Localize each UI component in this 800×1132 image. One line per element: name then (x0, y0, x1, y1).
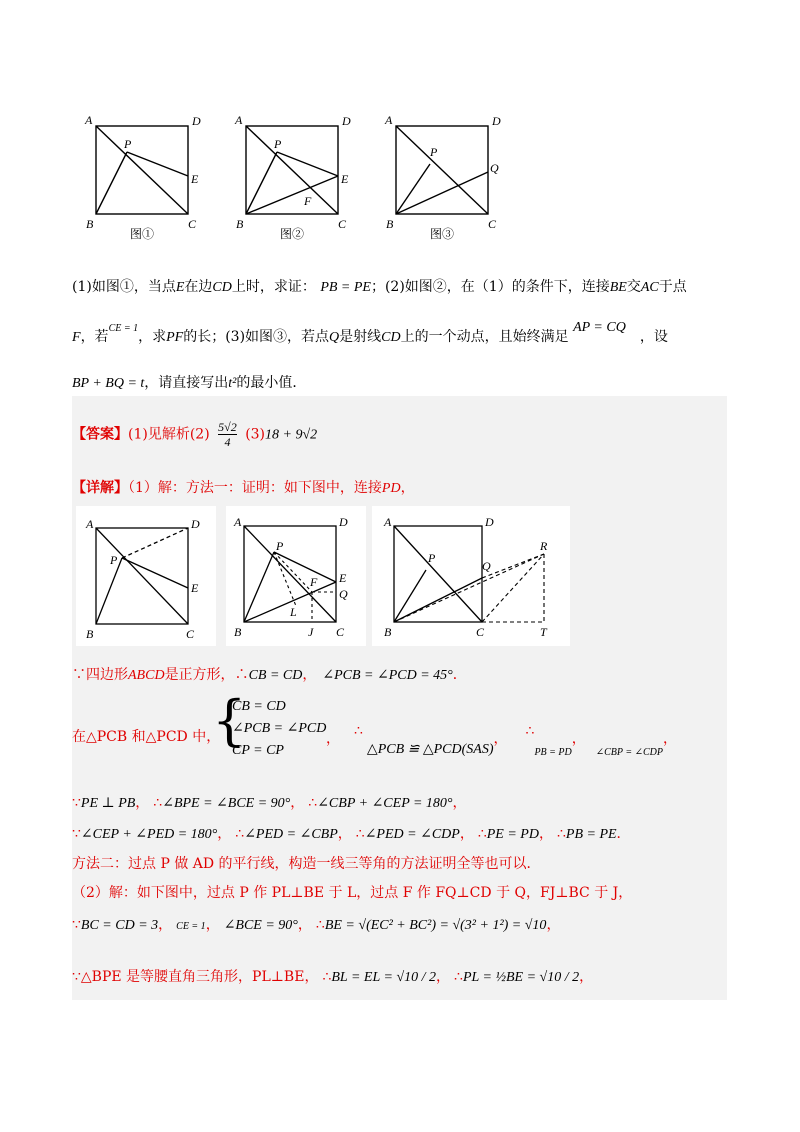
detail-step-1: ∵四边形ABCD是正方形，∴CB = CD， ∠PCB = ∠PCD = 45°． (72, 667, 467, 683)
svg-text:C: C (336, 625, 345, 639)
svg-text:A: A (385, 113, 393, 127)
svg-text:E: E (339, 571, 347, 585)
svg-text:J: J (308, 625, 314, 639)
detail-intro: 【详解】（1）解：方法一：证明：如下图中，连接PD， (72, 480, 415, 496)
detail-step-2-lead: 在△PCB 和△PCD 中， (72, 729, 221, 745)
svg-text:D: D (485, 515, 494, 529)
svg-text:A: A (234, 515, 242, 529)
svg-text:D: D (339, 515, 348, 529)
svg-text:Q: Q (482, 559, 491, 573)
fig3-caption: 图③ (430, 227, 455, 240)
solution-figure-3 (372, 506, 570, 646)
answer-line: 【答案】(1)见解析(2) $\frac{5√2}{4}$ (3)18 + 9√2 (72, 420, 318, 449)
svg-text:F: F (310, 575, 318, 589)
svg-text:C: C (476, 625, 485, 639)
svg-text:B: B (384, 625, 392, 639)
svg-text:B: B (234, 625, 242, 639)
svg-text:E: E (341, 172, 349, 186)
svg-text:B: B (86, 217, 94, 231)
svg-text:P: P (430, 145, 438, 159)
problem-line-3: BP + BQ = t，请直接写出t²的最小值． (72, 375, 307, 391)
svg-text:Q: Q (339, 587, 348, 601)
svg-text:P: P (274, 137, 282, 151)
svg-text:A: A (86, 517, 94, 531)
svg-text:T: T (540, 625, 547, 639)
detail-step-3: ∵PE ⊥ PB， ∴∠BPE = ∠BCE = 90°， ∴∠CBP + ∠CEP = 180°， (72, 795, 467, 811)
fig2-caption: 图② (280, 227, 305, 240)
problem-line-2: F，若$^{CE = 1}$，求PF的长；(3)如图③，若点Q是射线CD上的一个动点，且始终满足 AP = CQ，设 (72, 320, 668, 345)
svg-text:C: C (188, 217, 197, 231)
fig1-caption: 图① (130, 227, 155, 240)
svg-text:Q: Q (490, 161, 499, 175)
solution-figure-2 (226, 506, 366, 646)
svg-text:L: L (290, 605, 297, 619)
problem-line-1: (1)如图①，当点E在边CD上时，求证： PB = PE；(2)如图②，在（1）的条件下，连接BE交AC于点 (72, 279, 687, 295)
detail-part-2-intro: （2）解：如下图中，过点 P 作 PL⊥BE 于 L，过点 F 作 FQ⊥CD 于 Q，FJ⊥BC 于 J， (72, 885, 633, 901)
svg-text:P: P (124, 137, 132, 151)
svg-text:A: A (384, 515, 392, 529)
svg-text:P: P (428, 551, 436, 565)
svg-text:A: A (85, 113, 93, 127)
svg-text:F: F (304, 194, 312, 208)
svg-text:B: B (386, 217, 394, 231)
solution-figure-1 (76, 506, 216, 646)
svg-text:D: D (191, 517, 200, 531)
detail-step-2-tail: ， ∴△PCB ≌ △PCD(SAS)， $\therefore_{PB = PD}$，$_{\angle CBP = \angle CDP}$， (326, 723, 677, 758)
svg-text:E: E (191, 172, 199, 186)
svg-text:C: C (338, 217, 347, 231)
svg-text:A: A (235, 113, 243, 127)
detail-step-7: ∵BC = CD = 3， CE = 1， ∠BCE = 90°， ∴BE = √(EC² + BC²) = √(3² + 1²) = √10， (72, 917, 561, 933)
svg-text:C: C (186, 627, 195, 641)
figure-3 (382, 112, 512, 240)
system-brace: { (212, 689, 247, 752)
svg-text:P: P (276, 539, 284, 553)
figure-2 (232, 112, 362, 240)
svg-text:B: B (236, 217, 244, 231)
detail-method-2: 方法二：过点 P 做 AD 的平行线，构造一线三等角的方法证明全等也可以． (72, 856, 541, 872)
svg-text:R: R (540, 539, 548, 553)
system-equations: CB = CD ∠PCB = ∠PCD CP = CP (232, 699, 327, 758)
svg-text:C: C (488, 217, 497, 231)
detail-step-8: ∵△BPE 是等腰直角三角形，PL⊥BE， ∴BL = EL = √10 / 2， ∴PL = ½BE = √10 / 2， (72, 969, 594, 985)
detail-step-4: ∵∠CEP + ∠PED = 180°， ∴∠PED = ∠CBP， ∴∠PED = ∠CDP， ∴PE = PD， ∴PB = PE． (72, 826, 631, 842)
svg-text:B: B (86, 627, 94, 641)
svg-text:D: D (192, 114, 201, 128)
figure-1 (82, 112, 212, 240)
svg-text:P: P (110, 553, 118, 567)
svg-text:D: D (492, 114, 501, 128)
svg-text:E: E (191, 581, 199, 595)
svg-text:D: D (342, 114, 351, 128)
